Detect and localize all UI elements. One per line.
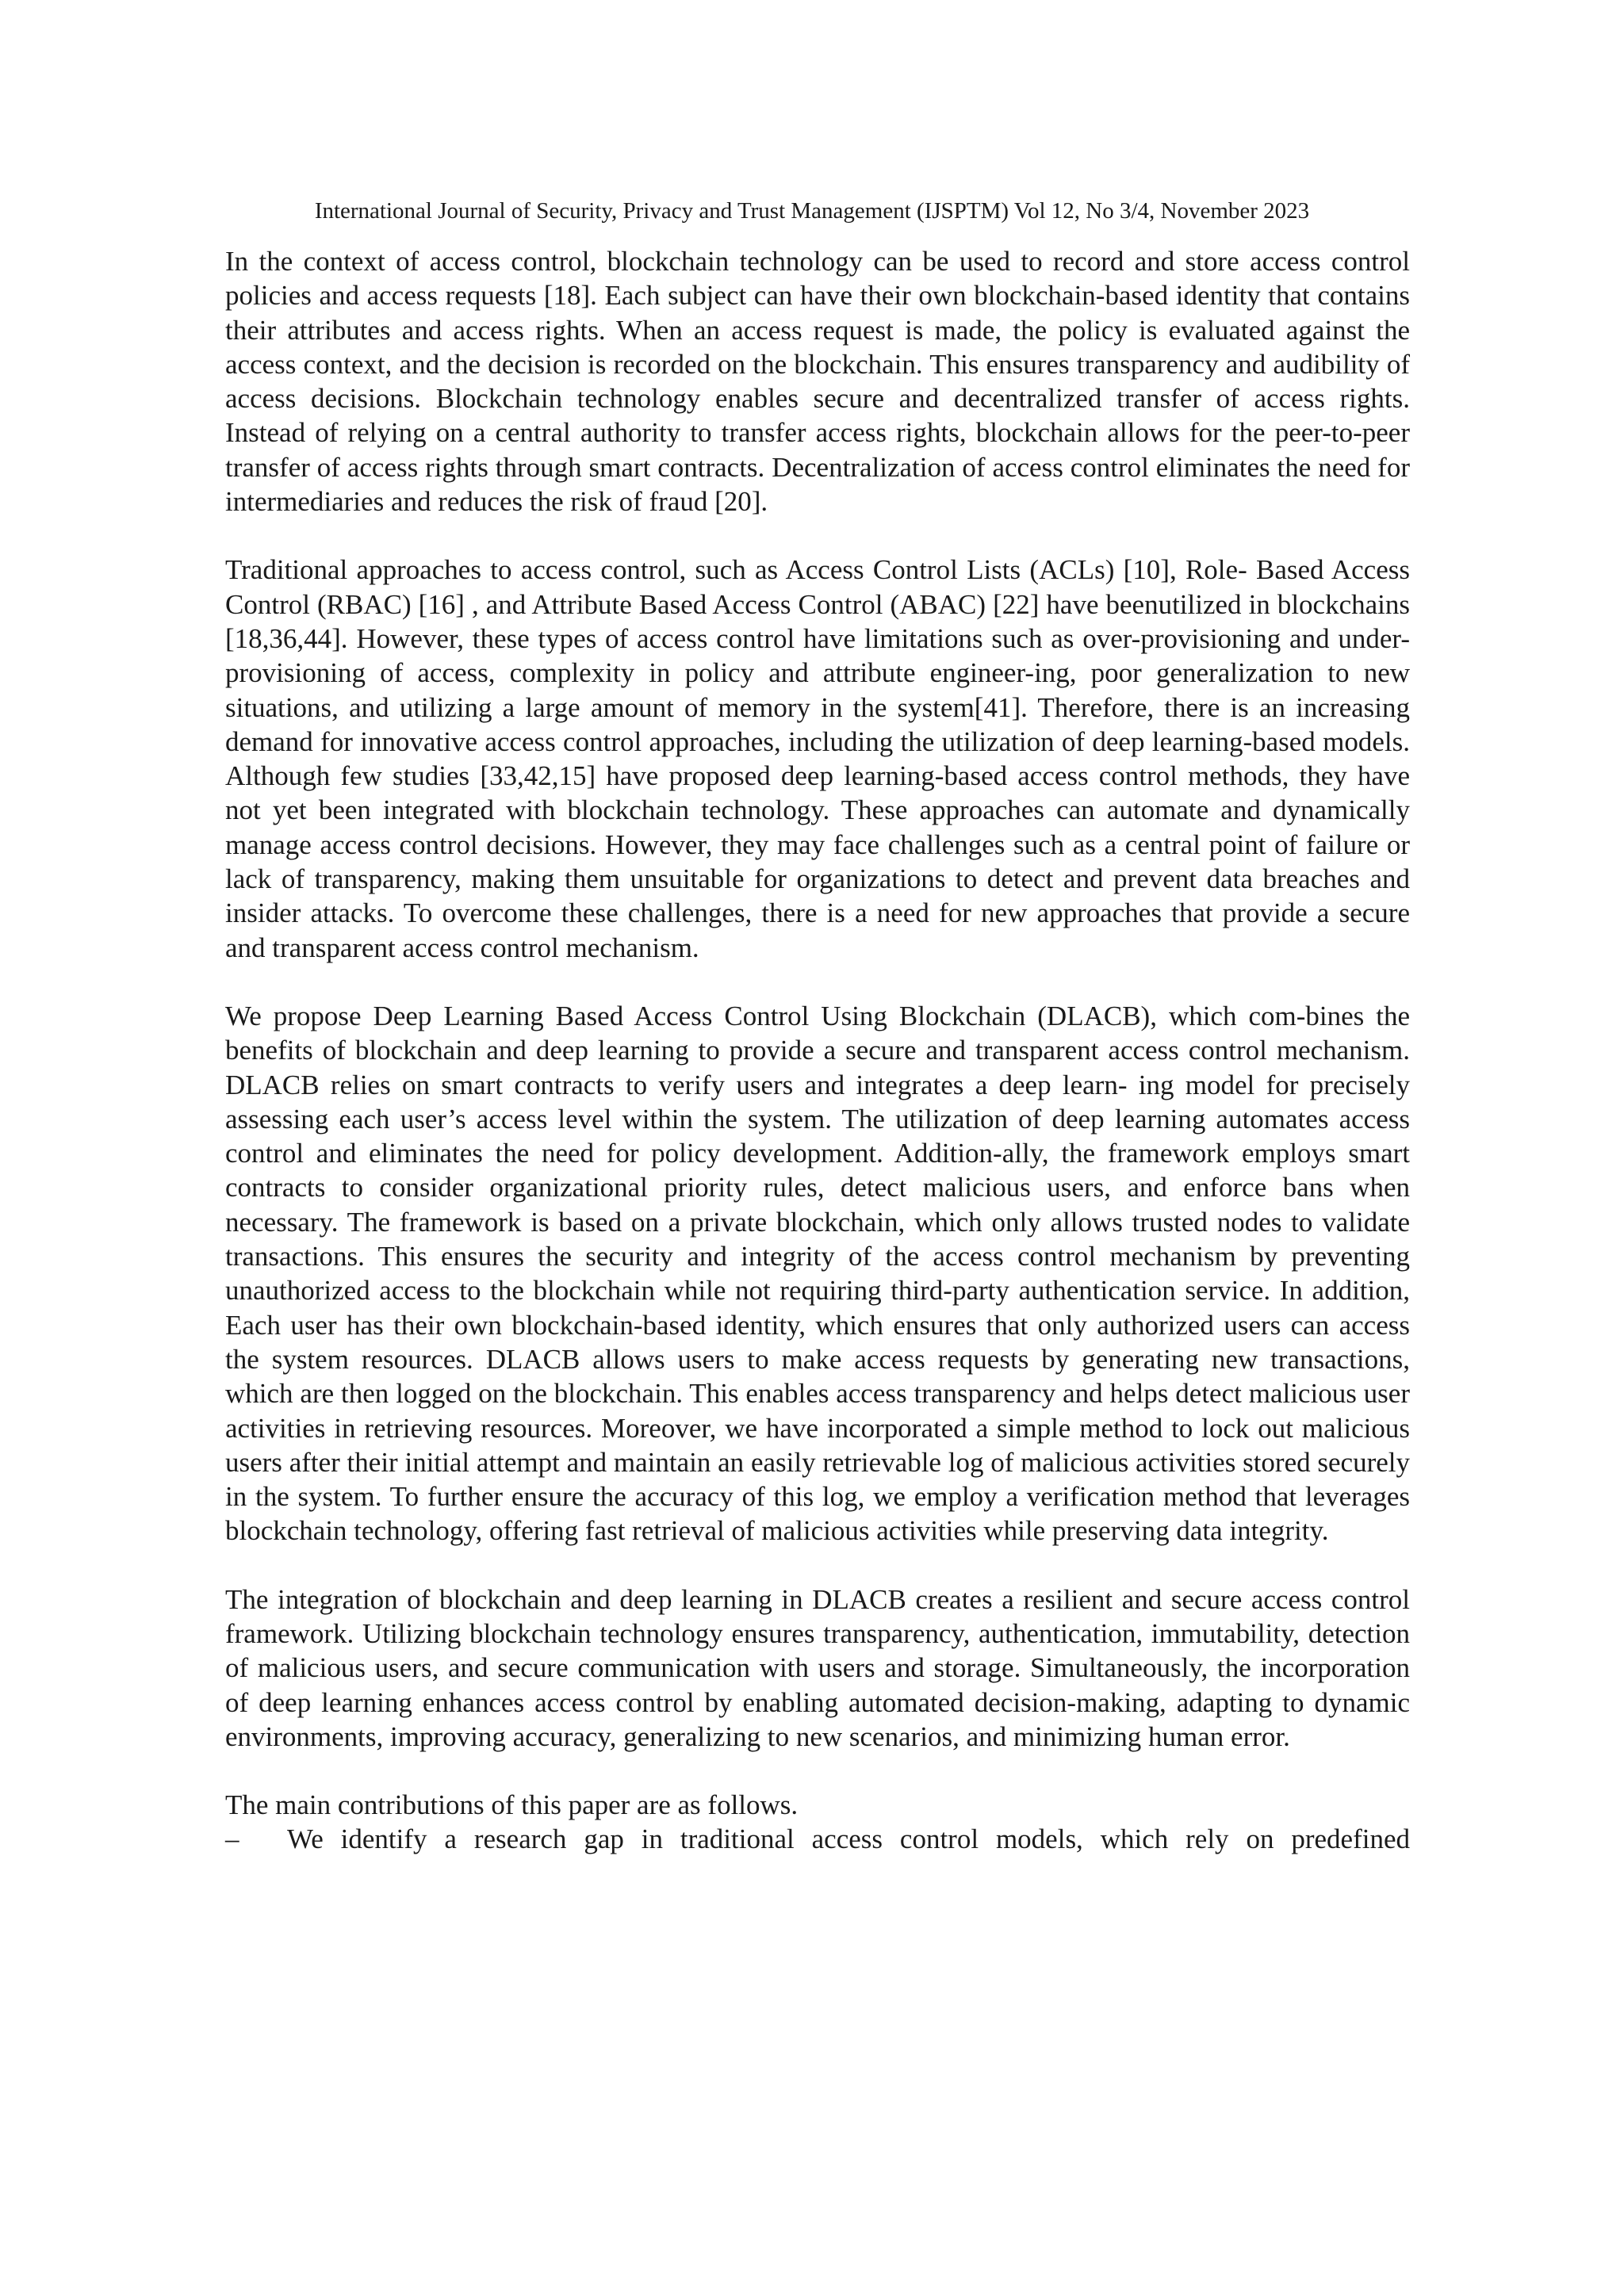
- paragraph-integration: The integration of blockchain and deep learning in DLACB creates a resilient and secure access control framework. Utilizing blockchain technology ensures transparency, authentication, immutability, detection of malicious users, and secure communication with users and storage. Simultaneously, the incorporation of deep learning enhances access control by enabling automated decision-making, adapting to dynamic environments, improving accuracy, generalizing to new scenarios, and minimizing human error.: [225, 1583, 1410, 1752]
- paragraph-traditional-approaches: Traditional approaches to access control, such as Access Control Lists (ACLs) [10], Role- Based Access Control (RBAC) [16] , and Attribute Based Access Control (ABAC) [22] have beenutilized in blockchains [18,36,44]. However, these types of access control have limitations such as over-provisioning and under-provisioning of access, complexity in policy and attribute engineer-ing, poor generalization to new situations, and utilizing a large amount of memory in the system[41]. Therefore, there is an increasing demand for innovative access control approaches, including the utilization of deep learning-based models. Although few studies [33,42,15] have proposed deep learning-based access control methods, they have not yet been integrated with blockchain technology. These approaches can automate and dynamically manage access control decisions. However, they may face challenges such as a central point of failure or lack of transparency, making them unsuitable for organizations to detect and prevent data breaches and insider attacks. To overcome these challenges, there is a need for new approaches that provide a secure and transparent access control mechanism.: [225, 554, 1410, 963]
- list-dash-marker: –: [225, 1823, 239, 1855]
- list-item: [225, 1822, 1410, 1856]
- contributions-intro: The main contributions of this paper are as follows.: [225, 1789, 799, 1821]
- contributions-list: [225, 1822, 1410, 1856]
- list-item-text: We identify a research gap in traditional access control models, which rely on predefined: [287, 1823, 1410, 1855]
- body-text: [225, 244, 1410, 1857]
- paragraph-blockchain-access-control: In the context of access control, blockchain technology can be used to record and store access control policies and access requests [18]. Each subject can have their own blockchain-based identity that contains their attributes and access rights. When an access request is made, the policy is evaluated against the access context, and the decision is recorded on the blockchain. This ensures transparency and audibility of access decisions. Blockchain technology enables secure and decentralized transfer of access rights. Instead of relying on a central authority to transfer access rights, blockchain allows for the peer-to-peer transfer of access rights through smart contracts. Decentralization of access control eliminates the need for intermediaries and reduces the risk of fraud [20].: [225, 246, 1410, 518]
- running-header: International Journal of Security, Privacy and Trust Management (IJSPTM) Vol 12, No 3/4, November 2023: [314, 198, 1310, 224]
- paragraph-dlacb-proposal: We propose Deep Learning Based Access Control Using Blockchain (DLACB), which com-bines the benefits of blockchain and deep learning to provide a secure and transparent access control mechanism. DLACB relies on smart contracts to verify users and integrates a deep learn- ing model for precisely assessing each user’s access level within the system. The utilization of deep learning automates access control and eliminates the need for policy development. Addition-ally, the framework employs smart contracts to consider organizational priority rules, detect malicious users, and enforce bans when necessary. The framework is based on a private blockchain, which only allows trusted nodes to validate transactions. This ensures the security and integrity of the access control mechanism by preventing unauthorized access to the blockchain while not requiring third-party authentication service. In addition, Each user has their own blockchain-based identity, which ensures that only authorized users can access the system resources. DLACB allows users to make access requests by generating new transactions, which are then logged on the blockchain. This enables access transparency and helps detect malicious user activities in retrieving resources. Moreover, we have incorporated a simple method to lock out malicious users after their initial attempt and maintain an easily retrievable log of malicious activities stored securely in the system. To further ensure the accuracy of this log, we employ a verification method that leverages blockchain technology, offering fast retrieval of malicious activities while preserving data integrity.: [225, 1000, 1410, 1547]
